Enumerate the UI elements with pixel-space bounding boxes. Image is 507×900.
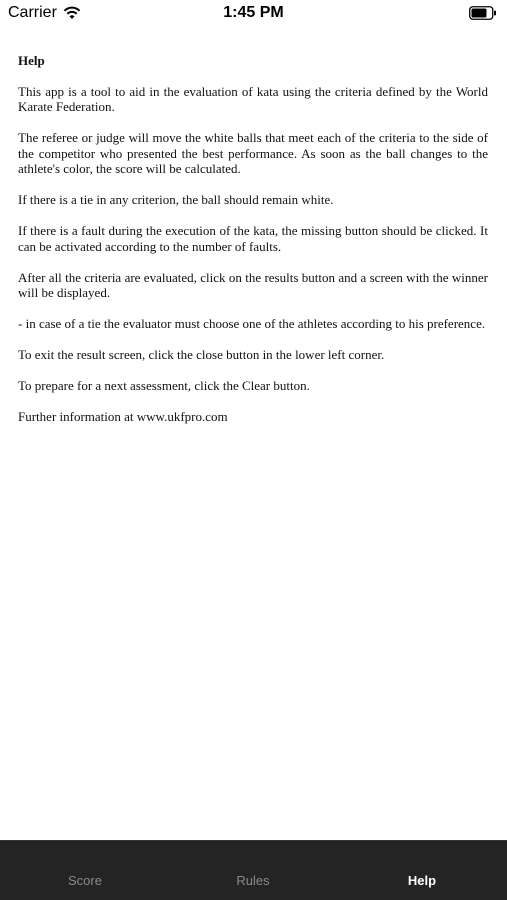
- status-bar: [0, 0, 507, 28]
- carrier-label: Carrier: [8, 4, 57, 21]
- help-paragraph: - in case of a tie the evaluator must choose one of the athletes according to his preference.: [18, 316, 486, 331]
- help-paragraph: If there is a fault during the execution of the kata, the missing button should be clicked. It can be activated according to the number of faults.: [18, 223, 488, 254]
- clock: 1:45 PM: [223, 4, 284, 21]
- help-title: Help: [18, 53, 45, 68]
- help-paragraph: To prepare for a next assessment, click the Clear button.: [18, 378, 310, 393]
- help-paragraph: Further information at www.ukfpro.com: [18, 409, 228, 424]
- help-paragraph: This app is a tool to aid in the evaluation of kata using the criteria defined by the World Karate Federation.: [18, 83, 488, 114]
- help-paragraph: To exit the result screen, click the close button in the lower left corner.: [18, 347, 385, 362]
- help-paragraph: If there is a tie in any criterion, the ball should remain white.: [18, 192, 334, 207]
- help-content: [18, 50, 488, 440]
- help-paragraph: After all the criteria are evaluated, click on the results button and a screen with the winner will be displayed.: [18, 269, 488, 300]
- help-paragraph: The referee or judge will move the white balls that meet each of the criteria to the side of the competitor who presented the best performance. As soon as the ball changes to the athlete's color, the score will be calculated.: [18, 130, 488, 176]
- tab-help[interactable]: Help: [407, 873, 437, 888]
- tab-bar: [0, 840, 507, 900]
- tab-score[interactable]: Score: [68, 873, 102, 888]
- battery-icon: [469, 6, 497, 20]
- tab-rules[interactable]: Rules: [236, 873, 270, 888]
